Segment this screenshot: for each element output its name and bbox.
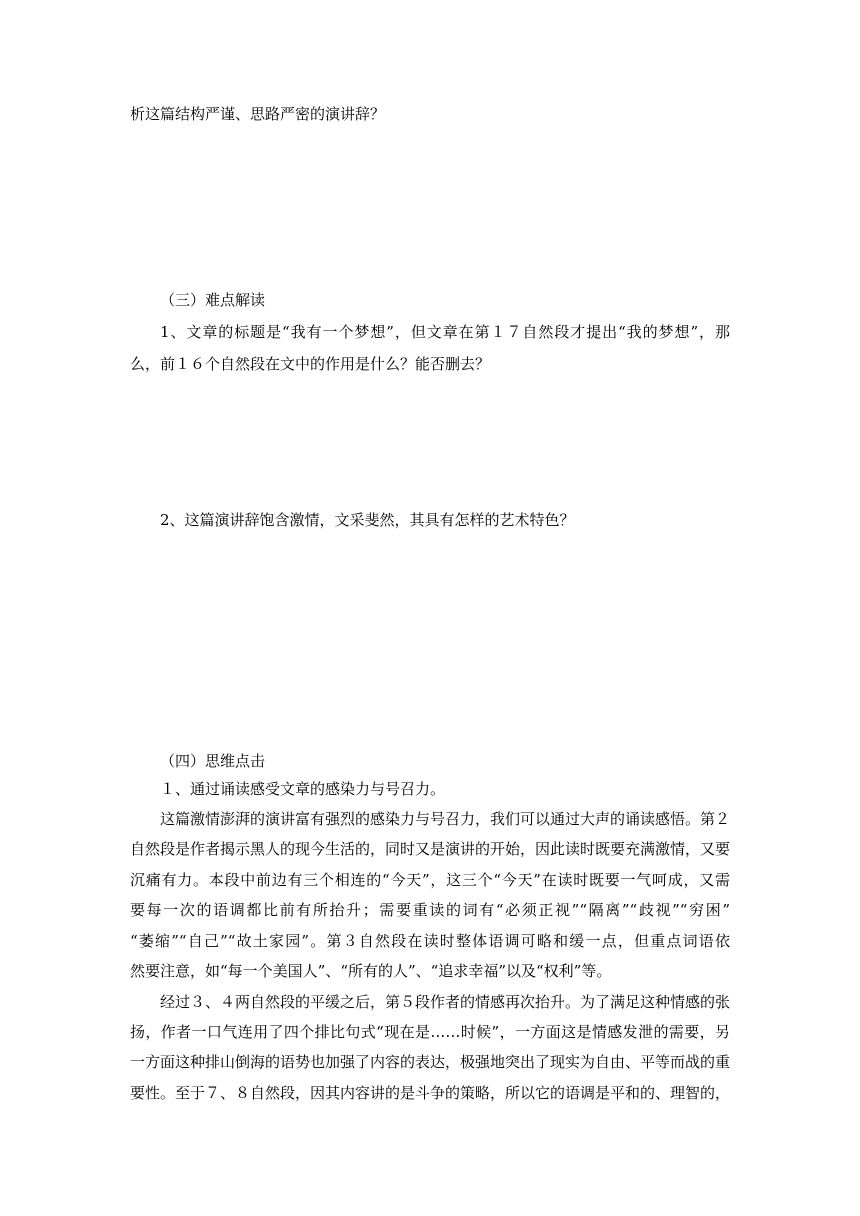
- section-heading: （四）思维点击: [160, 752, 266, 770]
- paragraph-line: 这篇激情澎湃的演讲富有强烈的感染力与号召力，我们可以通过大声的诵读感悟。第２: [160, 810, 731, 828]
- section-heading: （三）难点解读: [160, 291, 266, 309]
- paragraph-line: “萎缩”“自己”“故土家园”。第３自然段在读时整体语调可略和缓一点，但重点词语依: [130, 932, 730, 950]
- subheading: １、通过诵读感受文章的感染力与号召力。: [160, 780, 446, 798]
- paragraph-line: 要每一次的语调都比前有所抬升；需要重读的词有“必须正视”“隔离”“歧视”“穷困”: [130, 901, 730, 919]
- paragraph-line: 要性。至于７、８自然段，因其内容讲的是斗争的策略，所以它的语调是平和的、理智的，: [130, 1084, 731, 1102]
- question-text: 么，前１６个自然段在文中的作用是什么？能否删去？: [130, 355, 491, 373]
- paragraph-line: 一方面这种排山倒海的语势也加强了内容的表达，极强地突出了现实为自由、平等而战的重: [130, 1053, 731, 1071]
- text-line: 析这篇结构严谨、思路严密的演讲辞？: [130, 105, 386, 123]
- question-text: 1、文章的标题是“我有一个梦想”，但文章在第１７自然段才提出“我的梦想”，那: [160, 323, 730, 341]
- paragraph-line: 自然段是作者揭示黑人的现今生活的，同时又是演讲的开始，因此读时既要充满激情，又要: [130, 840, 731, 858]
- paragraph-line: 扬，作者一口气连用了四个排比句式“现在是……时候”，一方面这是情感发泄的需要，另: [130, 1023, 730, 1041]
- paragraph-line: 然要注意，如“每一个美国人”、“所有的人”、“追求幸福”以及“权利”等。: [130, 962, 612, 980]
- paragraph-line: 经过３、４两自然段的平缓之后，第５段作者的情感再次抬升。为了满足这种情感的张: [160, 993, 731, 1011]
- question-text: 2、这篇演讲辞饱含激情，文采斐然，其具有怎样的艺术特色？: [160, 511, 575, 529]
- paragraph-line: 沉痛有力。本段中前边有三个相连的“今天”，这三个“今天”在读时既要一气呵成，又需: [130, 871, 730, 889]
